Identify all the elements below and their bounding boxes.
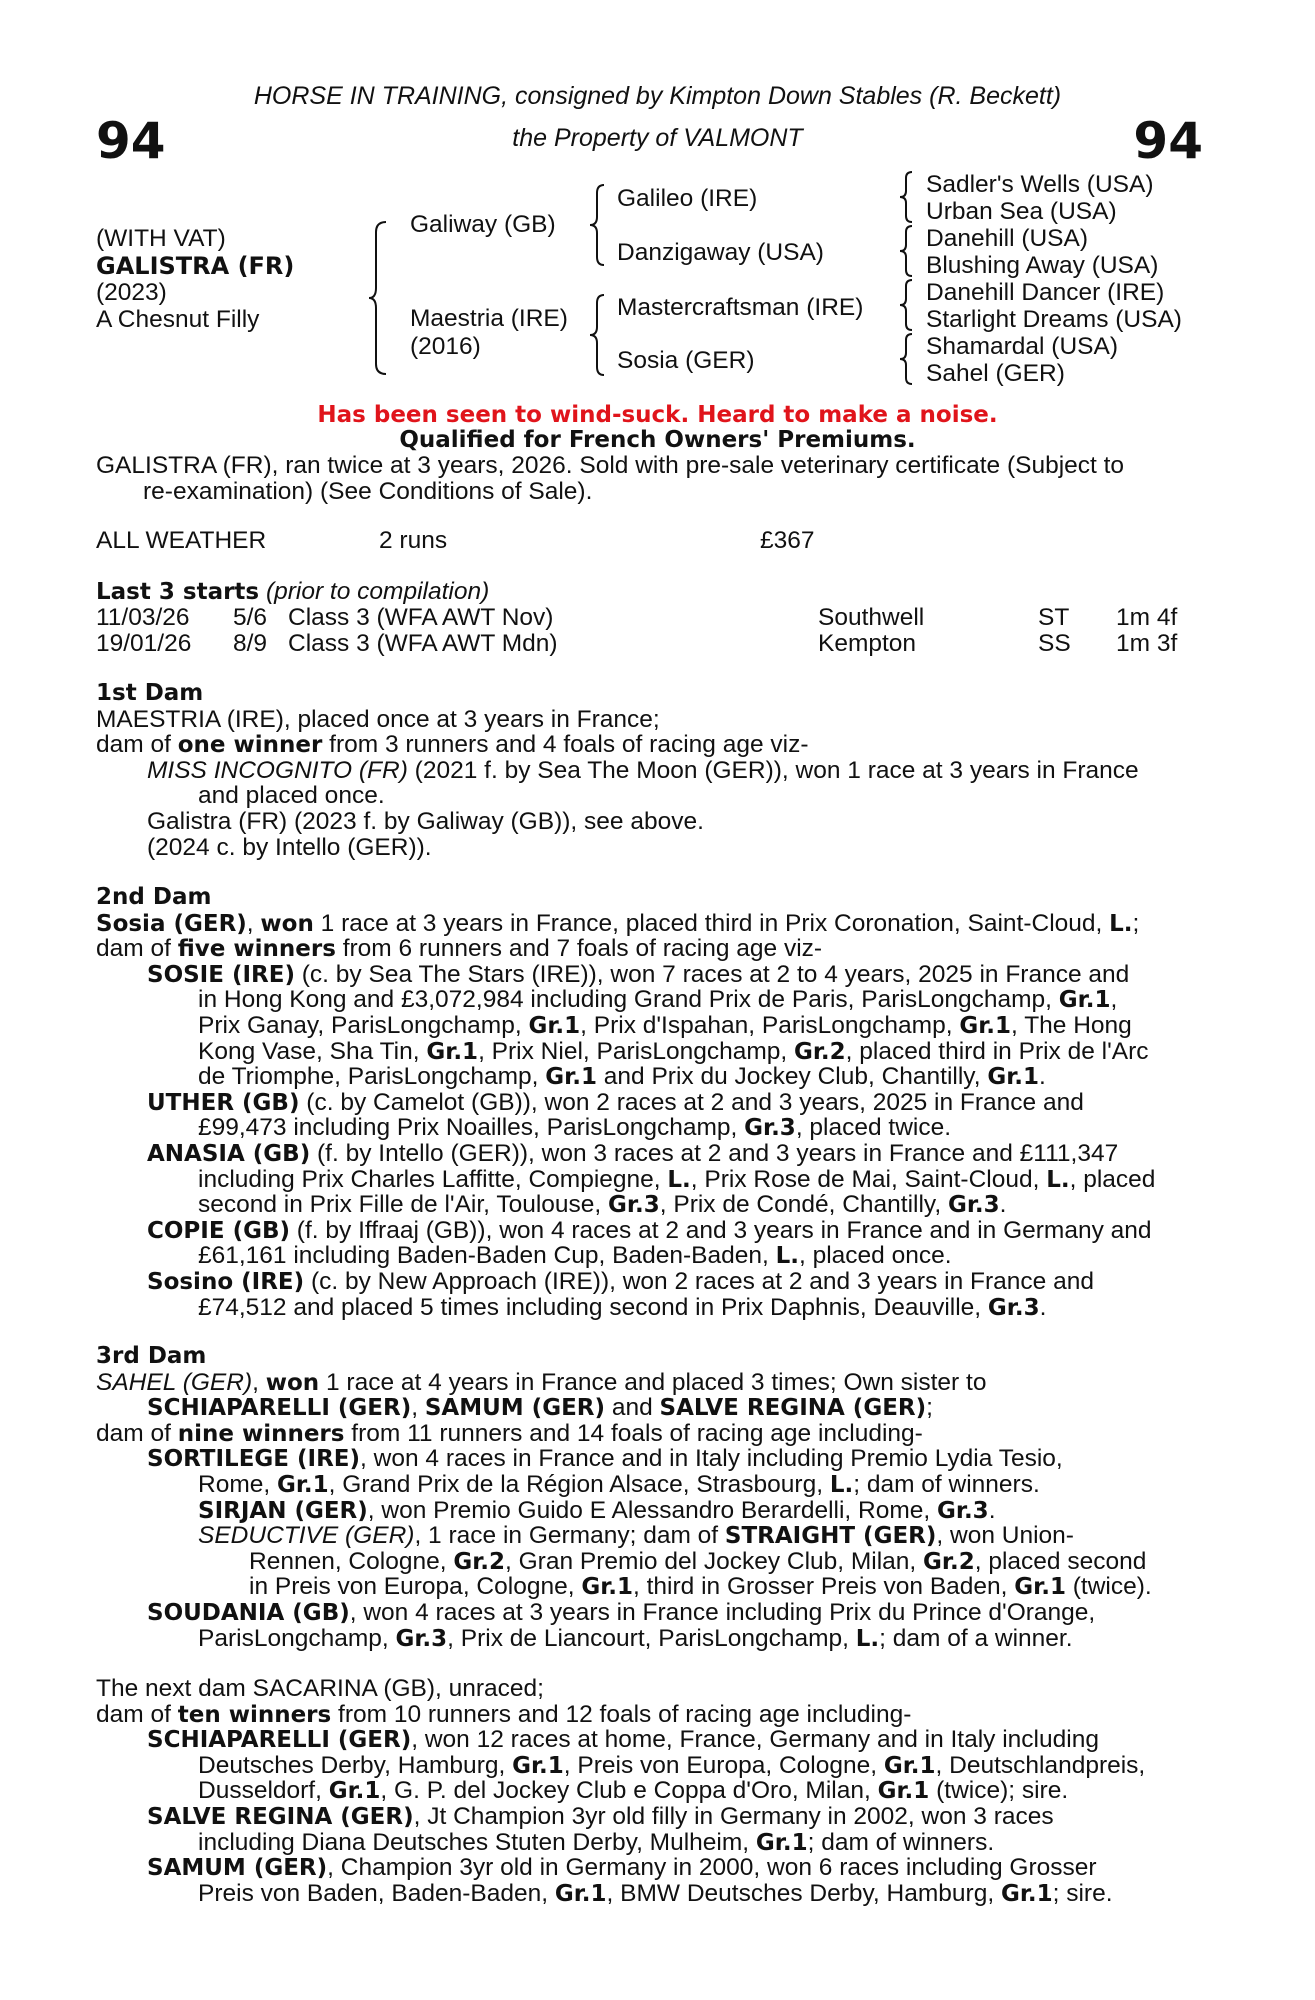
bold-text: Gr.2 xyxy=(453,1548,506,1575)
text-run: . xyxy=(999,1191,1007,1219)
bold-text: Gr.1 xyxy=(1000,1880,1053,1907)
text-run: ; sire. xyxy=(1052,1879,1113,1907)
bold-text: Gr.1 xyxy=(987,1064,1040,1091)
text-run: from 10 runners and 12 foals of racing age including- xyxy=(331,1700,912,1728)
text-run: ; dam of a winner. xyxy=(879,1624,1073,1652)
text-run: , placed twice. xyxy=(795,1114,952,1142)
bold-text: Gr.3 xyxy=(395,1625,448,1652)
text-run: and Prix du Jockey Club, Chantilly, xyxy=(596,1063,988,1091)
text-run: , won Union- xyxy=(936,1522,1074,1550)
bold-text: Gr.3 xyxy=(947,1192,1000,1219)
text-run: , won 4 races at 3 years in France including Prix du Prince d'Orange, xyxy=(349,1599,1096,1626)
text-run: , placed second xyxy=(974,1547,1147,1575)
bold-text: L. xyxy=(829,1472,854,1498)
text-run: (twice). xyxy=(1065,1573,1152,1601)
text-run: , xyxy=(411,1394,425,1422)
bold-text: Gr.3 xyxy=(987,1294,1040,1321)
pedigree-gen3-8: Sahel (GER) xyxy=(926,360,1065,387)
text-run: Kong Vase, Sha Tin, xyxy=(198,1037,427,1065)
next-dam-line xyxy=(147,1727,1099,1754)
text-run: , placed once. xyxy=(798,1242,952,1270)
text-run: ; xyxy=(926,1394,933,1422)
bold-text: Gr.1 xyxy=(426,1038,479,1065)
consignor-line: HORSE IN TRAINING, consigned by Kimpton Down Stables (R. Beckett) xyxy=(253,82,1062,110)
next-dam-line xyxy=(147,1804,1054,1831)
third-dam-heading: 3rd Dam xyxy=(96,1343,207,1369)
start-date: 11/03/26 xyxy=(96,604,190,631)
bold-text: SCHIAPARELLI (GER) xyxy=(147,1727,412,1754)
bold-text: Gr.3 xyxy=(744,1115,796,1142)
bold-text: nine winners xyxy=(177,1420,345,1447)
next-dam-line xyxy=(198,1778,1068,1805)
third-dam-line xyxy=(147,1446,1063,1473)
second-dam-line xyxy=(198,987,1117,1014)
pedigree-gen2-3: Mastercraftsman (IRE) xyxy=(617,294,864,321)
third-dam-line xyxy=(249,1549,1146,1576)
text-run: , won 12 races at home, France, Germany and in Italy including xyxy=(411,1726,1099,1754)
text-run: Prix Ganay, ParisLongchamp, xyxy=(198,1012,529,1039)
lot-number-left: 94 xyxy=(96,112,166,170)
text-run: from 6 runners and 7 foals of racing age viz- xyxy=(335,935,823,963)
bold-text: Gr.1 xyxy=(328,1778,381,1805)
second-dam-line xyxy=(198,1192,1006,1219)
first-dam-line: and placed once. xyxy=(198,782,385,810)
bold-text: Sosia (GER) xyxy=(96,910,247,937)
italic-text: SEDUCTIVE (GER) xyxy=(198,1522,415,1550)
text-run: , Prix de Condé, Chantilly, xyxy=(659,1191,948,1219)
bold-text: Gr.1 xyxy=(959,1013,1012,1039)
second-dam-line xyxy=(198,1039,1149,1066)
text-run: Rennen, Cologne, xyxy=(249,1547,454,1575)
premiums-notice: Qualified for French Owners' Premiums. xyxy=(399,427,916,453)
bold-text: Gr.2 xyxy=(923,1548,975,1575)
bold-text: five winners xyxy=(177,936,336,963)
pedigree-dam-year: (2016) xyxy=(410,333,481,360)
horse-description: A Chesnut Filly xyxy=(96,306,260,333)
next-dam-line xyxy=(198,1753,1145,1780)
pedigree-brace-sire xyxy=(588,183,608,267)
windsuck-notice: Has been seen to wind-suck. Heard to make a noise. xyxy=(317,402,998,428)
summary-runs: 2 runs xyxy=(379,527,448,554)
pedigree-gen2-4: Sosia (GER) xyxy=(617,347,755,374)
third-dam-line xyxy=(147,1600,1095,1627)
pedigree-gen3-7: Shamardal (USA) xyxy=(926,333,1118,360)
second-dam-line xyxy=(96,936,822,963)
text-run: , Champion 3yr old in Germany in 2000, won 6 races including Grosser xyxy=(327,1854,1097,1882)
first-dam-line: Galistra (FR) (2023 f. by Galiway (GB)), see above. xyxy=(147,808,704,835)
bold-text: SALVE REGINA (GER) xyxy=(147,1804,414,1830)
bold-text: L. xyxy=(775,1243,799,1270)
third-dam-line xyxy=(96,1370,986,1397)
bold-text: Gr.1 xyxy=(554,1880,607,1907)
text-run: (c. by Sea The Stars (IRE)), won 7 races at 2 to 4 years, 2025 in France and xyxy=(294,960,1130,988)
text-run: . xyxy=(1039,1293,1047,1321)
bold-text: Gr.1 xyxy=(877,1778,930,1805)
pedigree-gen2-1: Galileo (IRE) xyxy=(617,185,758,212)
text-run: Deutsches Derby, Hamburg, xyxy=(198,1751,513,1779)
text-run: (c. by Camelot (GB)), won 2 races at 2 and 3 years, 2025 in France and xyxy=(299,1088,1084,1116)
bold-text: one winner xyxy=(177,732,323,759)
text-run: , Prix de Liancourt, ParisLongchamp, xyxy=(447,1624,856,1652)
bold-text: UTHER (GB) xyxy=(147,1089,300,1116)
text-run: . xyxy=(1039,1063,1046,1091)
text-run: £61,161 including Baden-Baden Cup, Baden-Baden, xyxy=(198,1242,776,1270)
summary-earnings: £367 xyxy=(760,527,815,554)
second-dam-heading: 2nd Dam xyxy=(96,884,212,910)
text-run: , Jt Champion 3yr old filly in Germany in 2002, won 3 races xyxy=(413,1803,1054,1830)
text-run: dam of xyxy=(96,1700,178,1728)
bold-text: Gr.1 xyxy=(755,1829,808,1856)
start-race: Class 3 (WFA AWT Nov) xyxy=(288,604,554,631)
pedigree-brace-g3-3 xyxy=(898,278,916,332)
text-run: and xyxy=(605,1394,660,1422)
pedigree-dam: Maestria (IRE) xyxy=(410,305,568,332)
text-run: second in Prix Fille de l'Air, Toulouse, xyxy=(198,1191,609,1219)
text-run: from 3 runners and 4 foals of racing age viz- xyxy=(322,731,809,759)
text-run: Rome, xyxy=(198,1471,277,1498)
italic-text: SAHEL (GER) xyxy=(96,1368,253,1396)
third-dam-line xyxy=(147,1395,933,1422)
pedigree-brace-main xyxy=(366,218,390,378)
text-run: , The Hong xyxy=(1011,1012,1132,1039)
bold-text: Gr.2 xyxy=(793,1038,846,1065)
third-dam-line xyxy=(198,1498,996,1525)
bold-text: Gr.1 xyxy=(883,1752,936,1779)
start-course: Kempton xyxy=(818,630,917,657)
text-run: , Gran Premio del Jockey Club, Milan, xyxy=(505,1547,924,1575)
text-run: in Hong Kong and £3,072,984 including Grand Prix de Paris, ParisLongchamp, xyxy=(198,986,1059,1014)
text-run: (2021 f. by Sea The Moon (GER)), won 1 race at 3 years in France xyxy=(407,756,1139,784)
first-dam-line xyxy=(147,758,1139,784)
second-dam-line xyxy=(147,962,1129,989)
text-run: , won 4 races in France and in Italy including Premio Lydia Tesio, xyxy=(360,1445,1063,1473)
text-run: , third in Grosser Preis von Baden, xyxy=(633,1573,1015,1601)
vat-label: (WITH VAT) xyxy=(96,225,226,252)
text-run: ; dam of winners. xyxy=(853,1471,1040,1498)
next-dam-line xyxy=(147,1855,1097,1882)
bold-text: SAMUM (GER) xyxy=(147,1855,328,1882)
third-dam-line xyxy=(198,1472,1040,1499)
pedigree-gen3-6: Starlight Dreams (USA) xyxy=(926,306,1182,333)
first-dam-heading: 1st Dam xyxy=(96,680,204,706)
bold-text: SIRJAN (GER) xyxy=(198,1497,368,1524)
text-run: , Prix d'Ispahan, ParisLongchamp, xyxy=(580,1012,960,1039)
bold-text: Gr.1 xyxy=(512,1752,564,1779)
pedigree-gen3-5: Danehill Dancer (IRE) xyxy=(926,279,1165,306)
start-going: ST xyxy=(1038,604,1070,631)
bold-text: STRAIGHT (GER) xyxy=(724,1523,937,1550)
next-dam-line xyxy=(198,1881,1113,1908)
start-race: Class 3 (WFA AWT Mdn) xyxy=(288,630,558,657)
text-run: , Preis von Europa, Cologne, xyxy=(563,1751,884,1779)
bold-text: Gr.1 xyxy=(545,1064,597,1091)
second-dam-line xyxy=(147,1269,1094,1296)
text-run: (f. by Iffraaj (GB)), won 4 races at 2 and 3 years in France and in Germany and xyxy=(290,1216,1152,1244)
pedigree-gen2-2: Danzigaway (USA) xyxy=(617,239,824,266)
third-dam-line xyxy=(249,1574,1152,1601)
last-starts-heading: Last 3 starts xyxy=(96,579,260,605)
pedigree-gen3-3: Danehill (USA) xyxy=(926,225,1089,252)
intro-line-2: re-examination) (See Conditions of Sale). xyxy=(143,478,593,505)
text-run: Dusseldorf, xyxy=(198,1777,329,1805)
start-position: 5/6 xyxy=(233,604,268,631)
text-run: (c. by New Approach (IRE)), won 2 races at 2 and 3 years in France and xyxy=(304,1268,1094,1295)
third-dam-line xyxy=(96,1421,923,1448)
next-dam-line xyxy=(198,1830,994,1857)
text-run: , placed xyxy=(1069,1165,1156,1193)
second-dam-line xyxy=(198,1243,952,1270)
pedigree-gen3-4: Blushing Away (USA) xyxy=(926,252,1159,279)
text-run: (twice); sire. xyxy=(929,1777,1069,1805)
italic-text: MISS INCOGNITO (FR) xyxy=(147,756,408,784)
bold-text: Sosino (IRE) xyxy=(147,1269,305,1295)
bold-text: Gr.3 xyxy=(608,1192,660,1219)
summary-surface: ALL WEATHER xyxy=(96,527,267,554)
next-dam-line xyxy=(96,1702,911,1729)
text-run: dam of xyxy=(96,1419,178,1447)
second-dam-line xyxy=(198,1064,1046,1091)
text-run: , won Premio Guido E Alessandro Berardelli, Rome, xyxy=(367,1496,937,1524)
bold-text: L. xyxy=(1046,1166,1070,1193)
text-run: dam of xyxy=(96,731,178,759)
second-dam-line xyxy=(198,1295,1046,1322)
pedigree-brace-g3-4 xyxy=(898,332,916,386)
text-run: ParisLongchamp, xyxy=(198,1624,396,1652)
start-position: 8/9 xyxy=(233,630,268,657)
text-run: de Triomphe, ParisLongchamp, xyxy=(198,1063,546,1091)
text-run: including Diana Deutsches Stuten Derby, Mulheim, xyxy=(198,1828,756,1856)
bold-text: Gr.1 xyxy=(1014,1574,1066,1601)
pedigree-brace-dam xyxy=(588,293,608,377)
text-run: , xyxy=(246,909,261,937)
bold-text: L. xyxy=(667,1166,691,1193)
first-dam-line: MAESTRIA (IRE), placed once at 3 years in France; xyxy=(96,705,660,733)
pedigree-gen3-2: Urban Sea (USA) xyxy=(926,198,1117,225)
text-run: £99,473 including Prix Noailles, ParisLongchamp, xyxy=(198,1114,745,1142)
text-run: Preis von Baden, Baden-Baden, xyxy=(198,1879,555,1907)
bold-text: SCHIAPARELLI (GER) xyxy=(147,1395,412,1422)
property-line: the Property of VALMONT xyxy=(512,124,803,152)
bold-text: COPIE (GB) xyxy=(147,1217,290,1244)
text-run: from 11 runners and 14 foals of racing age including- xyxy=(344,1419,923,1447)
second-dam-line xyxy=(198,1013,1132,1040)
start-distance: 1m 4f xyxy=(1116,604,1178,631)
text-run: , placed third in Prix de l'Arc xyxy=(845,1037,1149,1065)
intro-line-1: GALISTRA (FR), ran twice at 3 years, 2026. Sold with pre-sale veterinary certificate (Subject to xyxy=(96,452,1125,479)
text-run: , Prix Niel, ParisLongchamp, xyxy=(478,1037,794,1065)
text-run: , Deutschlandpreis, xyxy=(935,1751,1146,1779)
third-dam-line xyxy=(198,1523,1074,1550)
bold-text: Gr.1 xyxy=(528,1013,581,1039)
pedigree-brace-g3-1 xyxy=(898,170,916,224)
last-starts-note: (prior to compilation) xyxy=(265,578,490,605)
horse-name: GALISTRA (FR) xyxy=(96,252,295,280)
text-run: , G. P. del Jockey Club e Coppa d'Oro, Milan, xyxy=(380,1777,878,1805)
text-run: . xyxy=(988,1496,996,1524)
text-run: , xyxy=(1110,986,1118,1014)
text-run: ; dam of winners. xyxy=(807,1828,995,1856)
second-dam-line xyxy=(198,1167,1155,1194)
bold-text: SAMUM (GER) xyxy=(424,1395,606,1422)
text-run: 1 race at 3 years in France, placed third in Prix Coronation, Saint-Cloud, xyxy=(313,909,1110,937)
text-run: including Prix Charles Laffitte, Compiegne, xyxy=(198,1165,668,1193)
bold-text: Gr.1 xyxy=(581,1574,633,1601)
bold-text: won xyxy=(260,910,314,937)
text-run: , Grand Prix de la Région Alsace, Strasbourg, xyxy=(328,1471,830,1498)
horse-year: (2023) xyxy=(96,279,167,306)
start-course: Southwell xyxy=(818,604,925,631)
text-run: , Prix Rose de Mai, Saint-Cloud, xyxy=(690,1165,1047,1193)
bold-text: Gr.1 xyxy=(276,1472,329,1498)
text-run: £74,512 and placed 5 times including second in Prix Daphnis, Deauville, xyxy=(198,1293,988,1321)
bold-text: L. xyxy=(855,1625,880,1652)
pedigree-sire: Galiway (GB) xyxy=(410,211,556,238)
bold-text: SALVE REGINA (GER) xyxy=(659,1395,927,1422)
next-dam-line: The next dam SACARINA (GB), unraced; xyxy=(96,1675,544,1702)
second-dam-line xyxy=(147,1218,1152,1245)
bold-text: SOSIE (IRE) xyxy=(147,961,295,988)
third-dam-line xyxy=(198,1626,1073,1653)
start-date: 19/01/26 xyxy=(96,630,192,657)
bold-text: L. xyxy=(1109,910,1133,937)
text-run: , xyxy=(252,1368,266,1396)
bold-text: Gr.1 xyxy=(1058,987,1111,1014)
second-dam-line xyxy=(147,1141,1118,1168)
text-run: ; xyxy=(1132,909,1140,937)
bold-text: SOUDANIA (GB) xyxy=(147,1600,350,1626)
second-dam-line xyxy=(198,1115,951,1142)
text-run: , 1 race in Germany; dam of xyxy=(414,1522,725,1550)
text-run: (f. by Intello (GER)), won 3 races at 2 and 3 years in France and £111,347 xyxy=(310,1140,1119,1167)
bold-text: ANASIA (GB) xyxy=(147,1141,311,1167)
bold-text: won xyxy=(265,1369,320,1396)
bold-text: SORTILEGE (IRE) xyxy=(147,1446,361,1473)
pedigree-brace-g3-2 xyxy=(898,224,916,278)
first-dam-line: (2024 c. by Intello (GER)). xyxy=(147,833,432,861)
text-run: in Preis von Europa, Cologne, xyxy=(249,1573,582,1601)
start-going: SS xyxy=(1038,630,1071,657)
first-dam-line xyxy=(96,732,809,759)
text-run: , BMW Deutsches Derby, Hamburg, xyxy=(606,1879,1001,1907)
bold-text: ten winners xyxy=(177,1701,332,1728)
text-run: 1 race at 4 years in France and placed 3 times; Own sister to xyxy=(319,1368,987,1396)
pedigree-gen3-1: Sadler's Wells (USA) xyxy=(926,171,1154,198)
lot-number-right: 94 xyxy=(1133,112,1203,170)
start-distance: 1m 3f xyxy=(1116,630,1178,657)
second-dam-line xyxy=(147,1090,1084,1117)
second-dam-line xyxy=(96,911,1139,938)
bold-text: Gr.3 xyxy=(937,1497,989,1524)
text-run: dam of xyxy=(96,935,178,963)
